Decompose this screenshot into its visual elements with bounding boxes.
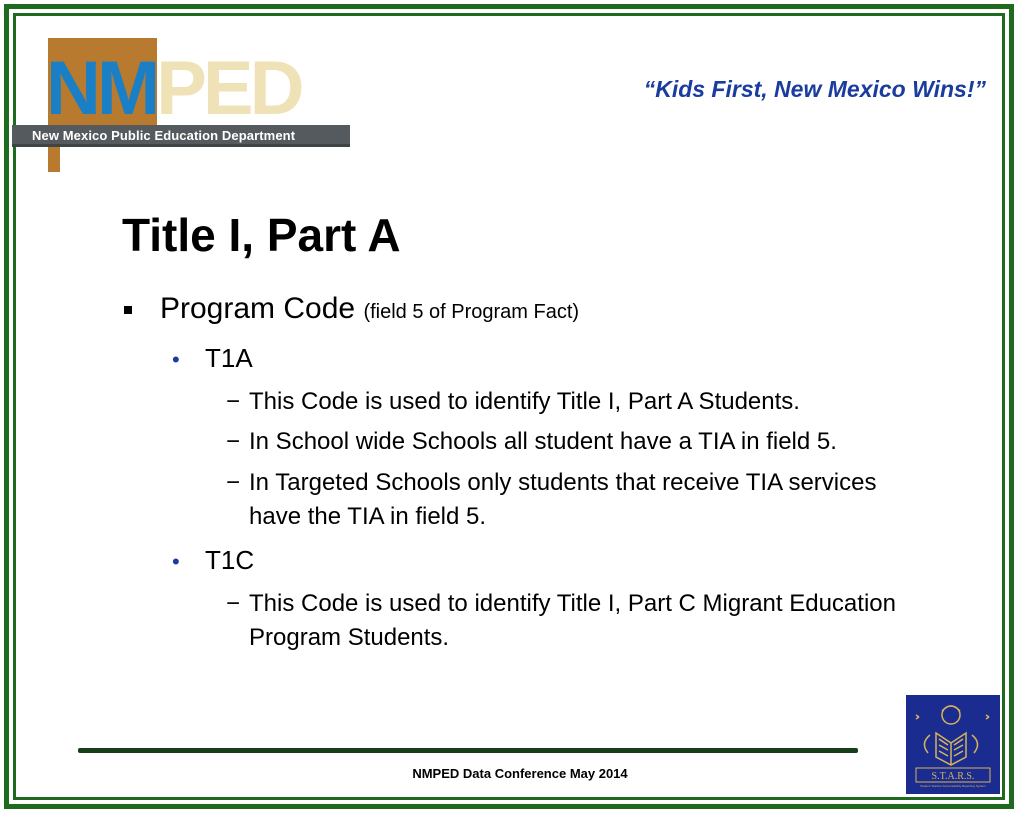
tagline: “Kids First, New Mexico Wins!”	[643, 76, 986, 102]
logo-letters: NMPED	[46, 46, 301, 131]
stars-logo	[906, 695, 1000, 794]
stars-logo-text: S.T.A.R.S.	[931, 771, 975, 782]
slide-title: Title I, Part A	[122, 209, 401, 261]
footer-text: NMPED Data Conference May 2014	[412, 766, 628, 781]
round-bullet-icon: •	[172, 549, 180, 574]
round-bullet-icon: •	[172, 347, 180, 372]
dash-bullet-icon: −	[226, 388, 241, 415]
footer-divider	[78, 748, 858, 753]
nmped-logo	[12, 36, 357, 176]
logo-banner-text: New Mexico Public Education Department	[32, 128, 296, 143]
bullet-t1a-label: T1A	[205, 343, 253, 373]
bullet-program-code-label: Program Code	[160, 292, 356, 325]
square-bullet-icon	[124, 306, 132, 314]
bullet-t1c-label: T1C	[205, 545, 255, 575]
dash-bullet-icon: −	[226, 428, 241, 455]
dash-bullet-icon: −	[226, 469, 241, 496]
dash-bullet-icon: −	[226, 590, 241, 617]
stars-logo-subtext: Student Teacher Accountability Reporting System	[920, 784, 986, 788]
bullet-program-code-note: (field 5 of Program Fact)	[363, 301, 580, 323]
